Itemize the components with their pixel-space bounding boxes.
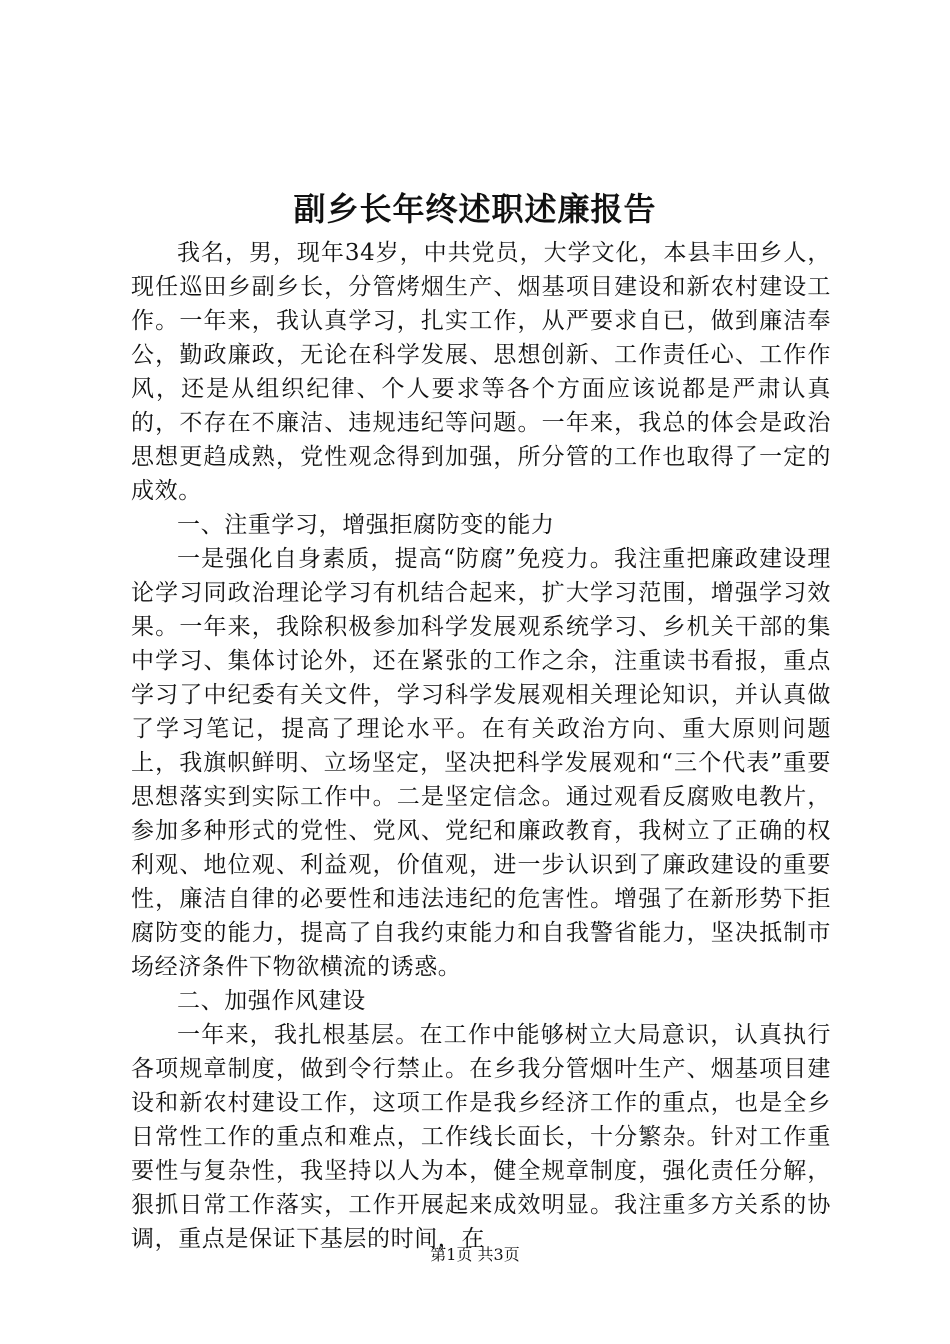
paragraph-study: 一是强化自身素质，提高“防腐”免疫力。我注重把廉政建设理论学习同政治理论学习有机结合起来，扩大学习范围，增强学习效果。一年来，我除积极参加科学发展观系统学习、乡机关干部的集中学习、集体讨论外，还在紧张的工作之余，注重读书看报，重点学习了中纪委有关文件，学习科学发展观相关理论知识，并认真做了学习笔记，提高了理论水平。在有关政治方向、重大原则问题上，我旗帜鲜明、立场坚定，坚决把科学发展观和“三个代表”重要思想落实到实际工作中。二是坚定信念。通过观看反腐败电教片，参加多种形式的党性、党风、党纪和廉政教育，我树立了正确的权利观、地位观、利益观，价值观，进一步认识到了廉政建设的重要性，廉洁自律的必要性和违法违纪的危害性。增强了在新形势下拒腐防变的能力，提高了自我约束能力和自我警省能力，坚决抵制市场经济条件下物欲横流的诱惑。 [131, 546, 831, 980]
paragraph-intro: 我名，男，现年34岁，中共党员，大学文化，本县丰田乡人，现任巡田乡副乡长，分管烤烟生产、烟基项目建设和新农村建设工作。一年来，我认真学习，扎实工作，从严要求自已，做到廉洁奉公，勤政廉政，无论在科学发展、思想创新、工作责任心、工作作风，还是从组织纪律、个人要求等各个方面应该说都是严肃认真的，不存在不廉洁、违规违纪等问题。一年来，我总的体会是政治思想更趋成熟，党性观念得到加强，所分管的工作也取得了一定的成效。 [131, 240, 831, 504]
page-number-footer: 第1页 共3页 [430, 1245, 520, 1264]
section-heading-2: 二、加强作风建设 [177, 988, 366, 1014]
paragraph-workstyle: 一年来，我扎根基层。在工作中能够树立大局意识，认真执行各项规章制度，做到令行禁止。在乡我分管烟叶生产、烟基项目建设和新农村建设工作，这项工作是我乡经济工作的重点，也是全乡日常性工作的重点和难点，工作线长面长，十分繁杂。针对工作重要性与复杂性，我坚持以人为本，健全规章制度，强化责任分解，狠抓日常工作落实，工作开展起来成效明显。我注重多方关系的协调，重点是保证下基层的时间，在 [131, 1022, 831, 1252]
document-body [131, 236, 831, 1256]
document-title: 副乡长年终述职述廉报告 [293, 190, 657, 228]
section-heading-1: 一、注重学习，增强拒腐防变的能力 [177, 512, 555, 538]
